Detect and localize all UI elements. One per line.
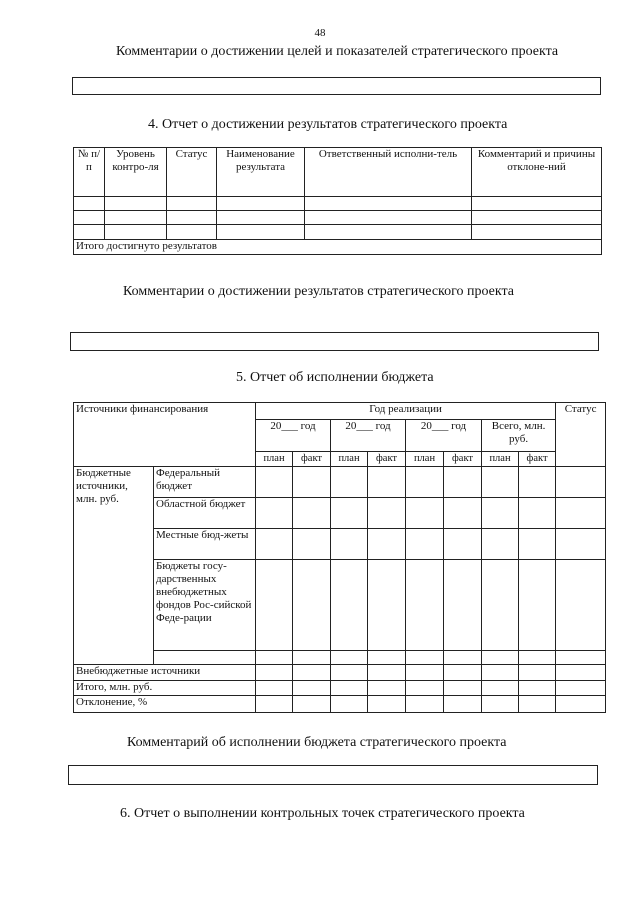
header-status: Статус: [167, 148, 217, 197]
table-cell[interactable]: [331, 696, 368, 713]
plan-label: план: [331, 452, 368, 467]
table-cell[interactable]: [331, 529, 368, 560]
results-comment-field[interactable]: [70, 332, 599, 351]
fact-label: факт: [293, 452, 331, 467]
table-cell[interactable]: [368, 696, 406, 713]
goals-comment-title: Комментарии о достижении целей и показателей стратегического проекта: [116, 44, 559, 59]
table-cell[interactable]: [556, 467, 606, 498]
goals-comment-field[interactable]: [72, 77, 601, 95]
table-cell[interactable]: [217, 225, 305, 240]
table-cell[interactable]: [167, 211, 217, 225]
header-control-level: Уровень контро-ля: [105, 148, 167, 197]
table-cell[interactable]: [482, 529, 519, 560]
header-number: № п/п: [74, 148, 105, 197]
table-cell[interactable]: [406, 696, 444, 713]
table-cell[interactable]: [556, 498, 606, 529]
results-comment-title: Комментарии о достижении результатов стратегического проекта: [123, 284, 515, 299]
total-header: Всего, млн. руб.: [482, 420, 556, 452]
table-cell[interactable]: [406, 651, 444, 665]
table-cell[interactable]: [305, 211, 472, 225]
regional-budget-label: Областной бюджет: [154, 498, 256, 529]
extrabudgetary-funds-label: Бюджеты госу-дарственных внебюджетных фондов Рос-сийской Феде-рации: [154, 560, 256, 651]
table-cell[interactable]: [482, 651, 519, 665]
sources-header: Источники финансирования: [74, 403, 256, 467]
table-cell[interactable]: [167, 225, 217, 240]
page-number: 48: [314, 27, 326, 39]
table-cell[interactable]: [154, 651, 256, 665]
table-cell[interactable]: [293, 665, 331, 681]
table-cell[interactable]: [368, 560, 406, 651]
table-cell[interactable]: [406, 681, 444, 696]
table-cell[interactable]: [519, 696, 556, 713]
fact-label: факт: [444, 452, 482, 467]
table-cell[interactable]: [256, 665, 293, 681]
table-cell[interactable]: [519, 498, 556, 529]
table-cell[interactable]: [368, 665, 406, 681]
table-cell[interactable]: [293, 529, 331, 560]
table-cell[interactable]: [444, 696, 482, 713]
table-cell[interactable]: [217, 197, 305, 211]
plan-label: план: [406, 452, 444, 467]
table-cell[interactable]: [256, 651, 293, 665]
table-cell[interactable]: [406, 560, 444, 651]
table-cell[interactable]: [472, 211, 602, 225]
table-cell[interactable]: [74, 197, 105, 211]
table-cell[interactable]: [293, 651, 331, 665]
header-comment: Комментарий и причины отклоне-ний: [472, 148, 602, 197]
table-cell[interactable]: [293, 696, 331, 713]
table-cell[interactable]: [472, 225, 602, 240]
table-cell[interactable]: [444, 529, 482, 560]
table-cell[interactable]: [331, 681, 368, 696]
plan-label: план: [256, 452, 293, 467]
results-table: [73, 147, 602, 255]
table-cell[interactable]: [331, 665, 368, 681]
table-cell[interactable]: [482, 560, 519, 651]
section6-title: 6. Отчет о выполнении контрольных точек стратегического проекта: [120, 806, 525, 821]
budget-table: [73, 402, 606, 713]
local-budget-label: Местные бюд-жеты: [154, 529, 256, 560]
table-row[interactable]: [74, 197, 602, 211]
table-cell[interactable]: [556, 651, 606, 665]
table-cell[interactable]: [331, 467, 368, 498]
table-row[interactable]: [74, 211, 602, 225]
table-cell[interactable]: [105, 197, 167, 211]
table-cell[interactable]: [293, 681, 331, 696]
table-cell[interactable]: [519, 560, 556, 651]
table-cell[interactable]: [105, 211, 167, 225]
results-total-label: Итого достигнуто результатов: [74, 240, 602, 255]
table-cell[interactable]: [256, 696, 293, 713]
non-budget-sources-label: Внебюджетные источники: [74, 665, 256, 681]
table-cell[interactable]: [472, 197, 602, 211]
table-cell[interactable]: [444, 665, 482, 681]
table-cell[interactable]: [256, 681, 293, 696]
deviation-label: Отклонение, %: [74, 696, 256, 713]
table-cell[interactable]: [444, 560, 482, 651]
table-cell[interactable]: [305, 225, 472, 240]
results-total-row: [74, 240, 602, 255]
year-header: Год реализации: [256, 403, 556, 420]
year-2-header: 20___ год: [331, 420, 406, 452]
section5-title: 5. Отчет об исполнении бюджета: [236, 370, 434, 385]
year-1-header: 20___ год: [256, 420, 331, 452]
table-cell[interactable]: [368, 467, 406, 498]
year-3-header: 20___ год: [406, 420, 482, 452]
section4-title: 4. Отчет о достижении результатов стратегического проекта: [148, 117, 508, 132]
table-cell[interactable]: [519, 467, 556, 498]
header-result-name: Наименование результата: [217, 148, 305, 197]
table-cell[interactable]: [444, 651, 482, 665]
table-cell[interactable]: [368, 651, 406, 665]
table-cell[interactable]: [556, 560, 606, 651]
table-cell[interactable]: [406, 529, 444, 560]
table-cell[interactable]: [556, 681, 606, 696]
table-cell[interactable]: [406, 467, 444, 498]
table-cell[interactable]: [368, 498, 406, 529]
table-cell[interactable]: [444, 467, 482, 498]
table-cell[interactable]: [444, 681, 482, 696]
table-cell[interactable]: [482, 696, 519, 713]
budget-sources-group: Бюджетные источники, млн. руб.: [74, 467, 154, 665]
table-cell[interactable]: [482, 665, 519, 681]
budget-comment-field[interactable]: [68, 765, 598, 785]
fact-label: факт: [368, 452, 406, 467]
status-header: Статус: [556, 403, 606, 467]
table-cell[interactable]: [556, 665, 606, 681]
table-cell[interactable]: [256, 498, 293, 529]
total-mln-label: Итого, млн. руб.: [74, 681, 256, 696]
table-cell[interactable]: [556, 696, 606, 713]
table-cell[interactable]: [293, 560, 331, 651]
plan-label: план: [482, 452, 519, 467]
table-cell[interactable]: [74, 211, 105, 225]
table-cell[interactable]: [331, 498, 368, 529]
table-cell[interactable]: [217, 211, 305, 225]
header-responsible: Ответственный исполни-тель: [305, 148, 472, 197]
table-cell[interactable]: [293, 498, 331, 529]
table-cell[interactable]: [167, 197, 217, 211]
table-cell[interactable]: [256, 529, 293, 560]
table-cell[interactable]: [293, 467, 331, 498]
table-cell[interactable]: [482, 681, 519, 696]
table-cell[interactable]: [105, 225, 167, 240]
federal-budget-label: Федеральный бюджет: [154, 467, 256, 498]
table-cell[interactable]: [331, 651, 368, 665]
table-cell[interactable]: [406, 665, 444, 681]
table-cell[interactable]: [331, 560, 368, 651]
table-cell[interactable]: [368, 529, 406, 560]
fact-label: факт: [519, 452, 556, 467]
table-cell[interactable]: [519, 665, 556, 681]
table-cell[interactable]: [256, 560, 293, 651]
budget-comment-title: Комментарий об исполнении бюджета стратегического проекта: [127, 735, 507, 750]
table-cell[interactable]: [519, 681, 556, 696]
table-cell[interactable]: [519, 529, 556, 560]
table-cell[interactable]: [519, 651, 556, 665]
table-cell[interactable]: [482, 467, 519, 498]
results-header-row: [74, 148, 602, 197]
table-cell[interactable]: [406, 498, 444, 529]
table-cell[interactable]: [444, 498, 482, 529]
table-cell[interactable]: [256, 467, 293, 498]
table-cell[interactable]: [74, 225, 105, 240]
table-cell[interactable]: [556, 529, 606, 560]
table-cell[interactable]: [305, 197, 472, 211]
table-cell[interactable]: [482, 498, 519, 529]
table-row[interactable]: [74, 225, 602, 240]
table-cell[interactable]: [368, 681, 406, 696]
